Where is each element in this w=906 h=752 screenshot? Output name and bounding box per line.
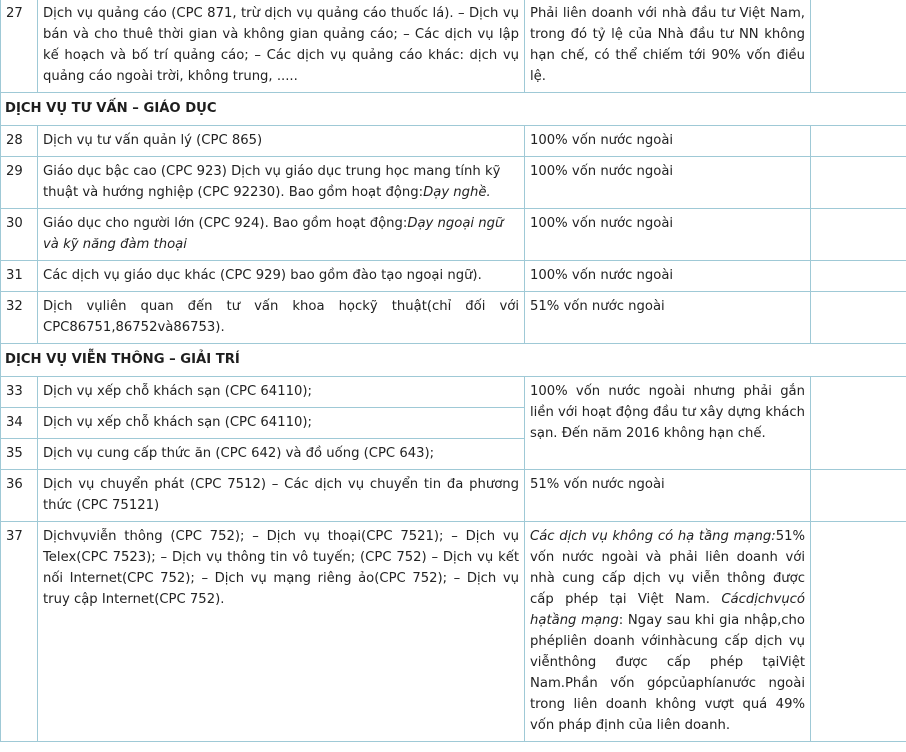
row-number: 34 <box>1 408 38 439</box>
row-number: 30 <box>1 209 38 261</box>
section-row <box>1 93 906 126</box>
service-italic-text: Dạy nghề. <box>423 185 491 200</box>
notes-cell <box>811 261 906 292</box>
service-cell <box>38 157 525 209</box>
service-text: Giáo dục cho người lớn (CPC 924). Bao gồm hoạt động: <box>43 216 408 231</box>
row-number: 33 <box>1 377 38 408</box>
condition-italic-text: Các dịch vụ không có hạ tầng mạng: <box>530 529 776 544</box>
section-title: DỊCH VỤ TƯ VẤN – GIÁO DỤC <box>1 93 906 126</box>
notes-cell <box>811 377 906 470</box>
notes-cell <box>811 470 906 522</box>
table-row <box>1 292 906 344</box>
table-row <box>1 126 906 157</box>
row-number: 36 <box>1 470 38 522</box>
section-row <box>1 344 906 377</box>
row-number: 37 <box>1 522 38 742</box>
row-number: 32 <box>1 292 38 344</box>
service-cell: Dịch vụ chuyển phát (CPC 7512) – Các dịch vụ chuyển tin đa phương thức (CPC 75121) <box>38 470 525 522</box>
condition-cell: 100% vốn nước ngoài <box>525 209 811 261</box>
service-cell: Dịch vụ cung cấp thức ăn (CPC 642) và đồ uống (CPC 643); <box>38 439 525 470</box>
table-row <box>1 209 906 261</box>
condition-cell: 100% vốn nước ngoài nhưng phải gắn liền với hoạt động đầu tư xây dựng khách sạn. Đến năm 2016 không hạn chế. <box>525 377 811 470</box>
service-cell: Dịch vụ quảng cáo (CPC 871, trừ dịch vụ quảng cáo thuốc lá). – Dịch vụ bán và cho thuê thời gian và không gian quảng cáo; – Các dịch vụ lập kế hoạch và bố trí quảng cáo; – Các dịch vụ quảng cáo khác: dịch vụ quảng cáo ngoài trời, không trung, ..... <box>38 0 525 93</box>
row-number: 35 <box>1 439 38 470</box>
condition-italic-text: Cácdịchvụcó hạtầng mạng <box>530 592 805 628</box>
condition-cell: 100% vốn nước ngoài <box>525 261 811 292</box>
table-row <box>1 0 906 93</box>
condition-text: : Ngay sau khi gia nhập,cho phépliên doanh vớinhàcung cấp dịch vụ viễnthông được cấp phép tạiViệt Nam.Phần vốn gópcủaphíanước ngoài trong liên doanh không vượt quá 49% vốn pháp định của liên doanh. <box>530 613 805 733</box>
row-number: 27 <box>1 0 38 93</box>
section-title: DỊCH VỤ VIỄN THÔNG – GIẢI TRÍ <box>1 344 906 377</box>
condition-cell <box>525 522 811 742</box>
condition-cell: 100% vốn nước ngoài <box>525 126 811 157</box>
table-row <box>1 261 906 292</box>
notes-cell <box>811 522 906 742</box>
notes-cell <box>811 0 906 93</box>
row-number: 29 <box>1 157 38 209</box>
condition-cell: 51% vốn nước ngoài <box>525 470 811 522</box>
notes-cell <box>811 157 906 209</box>
row-number: 28 <box>1 126 38 157</box>
table-row <box>1 377 906 408</box>
table-row <box>1 470 906 522</box>
table-row <box>1 157 906 209</box>
row-number: 31 <box>1 261 38 292</box>
table-row <box>1 522 906 742</box>
service-text: Giáo dục bậc cao (CPC 923) Dịch vụ giáo dục trung học mang tính kỹ thuật và hướng nghiệp (CPC 92230). Bao gồm hoạt động: <box>43 164 501 200</box>
service-cell: Dịch vụ tư vấn quản lý (CPC 865) <box>38 126 525 157</box>
service-cell <box>38 209 525 261</box>
notes-cell <box>811 292 906 344</box>
condition-cell: 51% vốn nước ngoài <box>525 292 811 344</box>
condition-cell: 100% vốn nước ngoài <box>525 157 811 209</box>
service-cell: Dịch vụ xếp chỗ khách sạn (CPC 64110); <box>38 408 525 439</box>
notes-cell <box>811 209 906 261</box>
service-cell: Dịch vụliên quan đến tư vấn khoa họckỹ thuật(chỉ đối với CPC86751,86752và86753). <box>38 292 525 344</box>
condition-cell: Phải liên doanh với nhà đầu tư Việt Nam, trong đó tỷ lệ của Nhà đầu tư NN không hạn chế, có thể chiếm tới 90% vốn điều lệ. <box>525 0 811 93</box>
condition-text: 51% vốn nước ngoài và phải liên doanh với nhà cung cấp dịch vụ viễn thông được cấp phép tại Việt Nam. <box>530 529 805 607</box>
service-italic-text: Dạy ngoại ngữ và kỹ năng đàm thoại <box>43 216 504 252</box>
notes-cell <box>811 126 906 157</box>
service-cell: Các dịch vụ giáo dục khác (CPC 929) bao gồm đào tạo ngoại ngữ). <box>38 261 525 292</box>
service-cell: Dịchvụviễn thông (CPC 752); – Dịch vụ thoại(CPC 7521); – Dịch vụ Telex(CPC 7523); – Dịch vụ thông tin vô tuyến; (CPC 752) – Dịch vụ kết nối Internet(CPC 752); – Dịch vụ mạng riêng ảo(CPC 752); – Dịch vụ truy cập Internet(CPC 752). <box>38 522 525 742</box>
service-cell: Dịch vụ xếp chỗ khách sạn (CPC 64110); <box>38 377 525 408</box>
